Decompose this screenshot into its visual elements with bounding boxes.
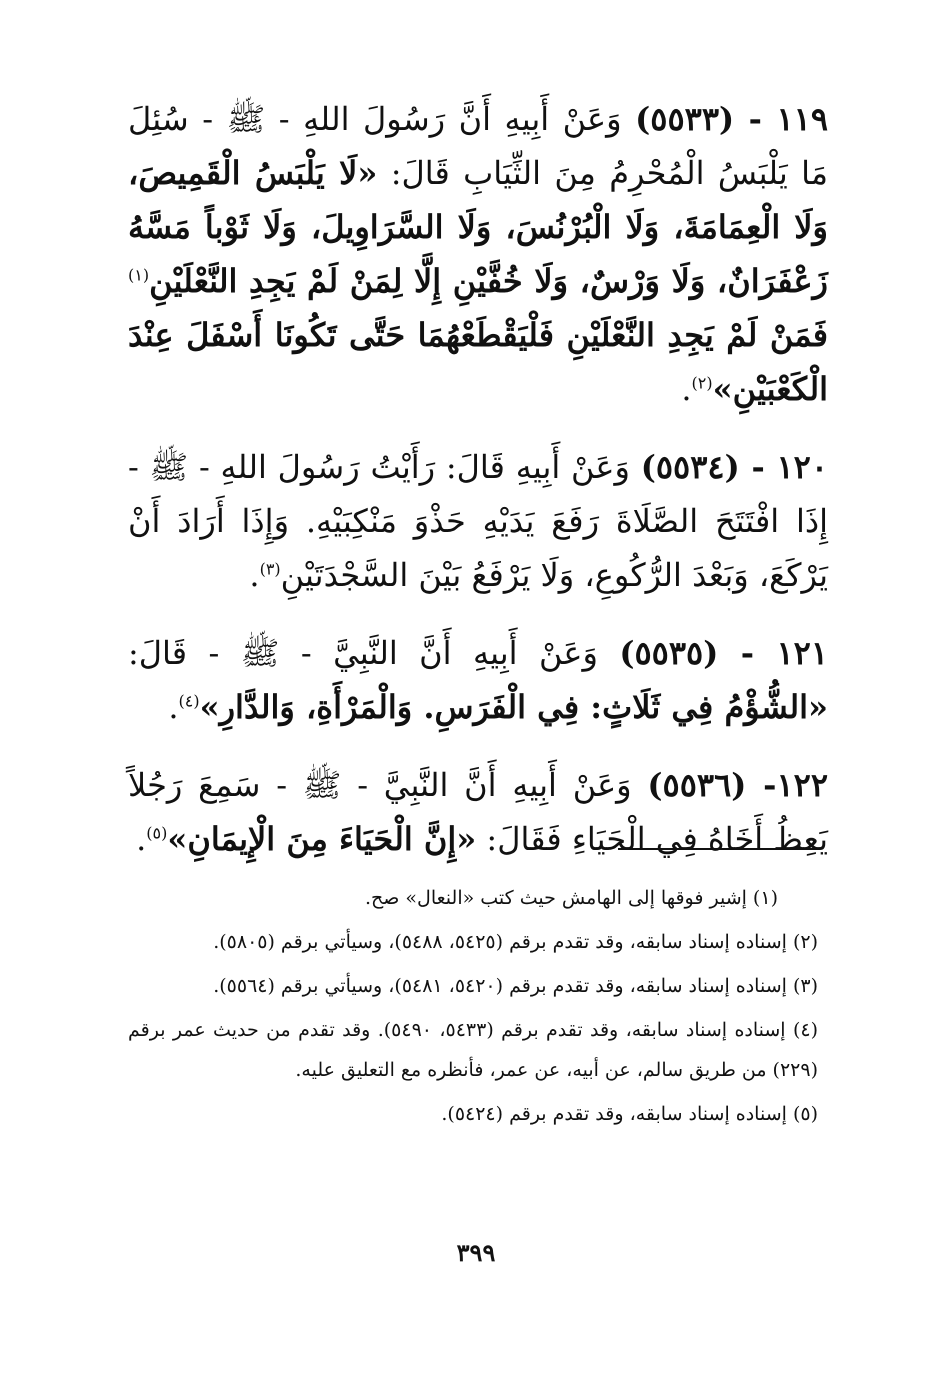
footnote-5: (٥) إسناده إسناد سابقه، وقد تقدم برقم (٥٤٢٤). xyxy=(441,1103,818,1125)
hadith-quote: «لَا يَلْبَسُ الْقَمِيصَ، وَلَا الْعِمَامَةَ، وَلَا الْبُرْنُسَ، وَلَا السَّرَاوِيلَ، وَلَا ثَوْباً مَسَّهُ زَعْفَرَانٌ، وَلَا وَرْسٌ، وَلَا خُفَّيْنِ إِلَّا لِمَنْ لَمْ يَجِدِ النَّعْلَيْنِ xyxy=(128,154,828,300)
sentence-end: . xyxy=(249,556,260,594)
footnote-2: (٢) إسناده إسناد سابقه، وقد تقدم برقم (٥٤٢٥، ٥٤٨٨)، وسيأتي برقم (٥٨٠٥). xyxy=(213,931,818,953)
footnotes xyxy=(128,878,818,1138)
sentence-end: . xyxy=(136,820,147,858)
hadith-quote-continued: فَمَنْ لَمْ يَجِدِ النَّعْلَيْنِ فَلْيَقْطَعْهُمَا حَتَّى تَكُونَا أَسْفَلَ عِنْدَ الْكَعْبَيْنِ» xyxy=(128,316,828,408)
footnote-divider xyxy=(618,848,818,850)
footnote-marker: (٤) xyxy=(178,691,200,711)
footnote-4: (٤) إسناده إسناد سابقه، وقد تقدم برقم (٥٤٣٣، ٥٤٩٠). وقد تقدم من حديث عمر برقم (٢٢٩) من طريق سالم، عن أبيه، عن عمر، فأنظره مع التعليق عليه. xyxy=(128,1019,819,1081)
hadith-intro: وَعَنْ أَبِيهِ قَالَ: رَأَيْتُ رَسُولَ اللهِ - ﷺ - إِذَا افْتَتَحَ الصَّلَاةَ رَفَعَ يَدَيْهِ حَذْوَ مَنْكِبَيْهِ. وَإِذَا أَرَادَ أَنْ يَرْكَعَ، وَبَعْدَ الرُّكُوعِ، وَلَا يَرْفَعُ بَيْنَ السَّجْدَتَيْنِ xyxy=(128,448,829,594)
hadith-number: ١٢٠ - (٥٥٣٤) xyxy=(640,448,829,486)
footnote-marker: (١) xyxy=(128,265,150,285)
footnote-marker: (٢) xyxy=(691,373,713,393)
footnote-marker: (٣) xyxy=(259,559,281,579)
hadith-number: ١١٩ - (٥٥٣٣) xyxy=(635,100,829,138)
hadith-quote: «الشُّؤْمُ فِي ثَلَاثٍ: فِي الْفَرَسِ. وَالْمَرْأَةِ، وَالدَّارِ» xyxy=(199,688,828,726)
sentence-end: . xyxy=(168,688,179,726)
hadith-number: ١٢٢- (٥٥٣٦) xyxy=(647,766,829,804)
footnote-marker: (٥) xyxy=(146,823,168,843)
hadith-119 xyxy=(128,92,828,416)
hadith-number: ١٢١ - (٥٥٣٥) xyxy=(619,634,829,672)
hadith-intro: وَعَنْ أَبِيهِ أَنَّ رَسُولَ اللهِ - ﷺ - سُئِلَ مَا يَلْبَسُ الْمُحْرِمُ مِنَ الثِّيَابِ قَالَ: xyxy=(128,100,829,192)
hadith-intro: وَعَنْ أَبِيهِ أَنَّ النَّبِيَّ - ﷺ - قَالَ: xyxy=(128,634,598,672)
footnote-3: (٣) إسناده إسناد سابقه، وقد تقدم برقم (٥٤٢٠، ٥٤٨١)، وسيأتي برقم (٥٥٦٤). xyxy=(213,975,818,997)
sentence-end: . xyxy=(681,370,692,408)
page-number: ٣٩٩ xyxy=(456,1238,496,1267)
footnote-1: (١) إشير فوقها إلى الهامش حيث كتب «النعال» صح. xyxy=(364,887,778,909)
main-text xyxy=(128,92,828,890)
hadith-intro: وَعَنْ أَبِيهِ أَنَّ النَّبِيَّ - ﷺ - سَمِعَ رَجُلاً يَعِظُ أَخَاهُ فِي الْحَيَاءِ فَقَالَ: xyxy=(128,766,828,858)
hadith-quote: «إِنَّ الْحَيَاءَ مِنَ الْإِيمَانِ» xyxy=(167,820,477,858)
hadith-120 xyxy=(128,440,828,602)
hadith-121 xyxy=(128,626,828,734)
